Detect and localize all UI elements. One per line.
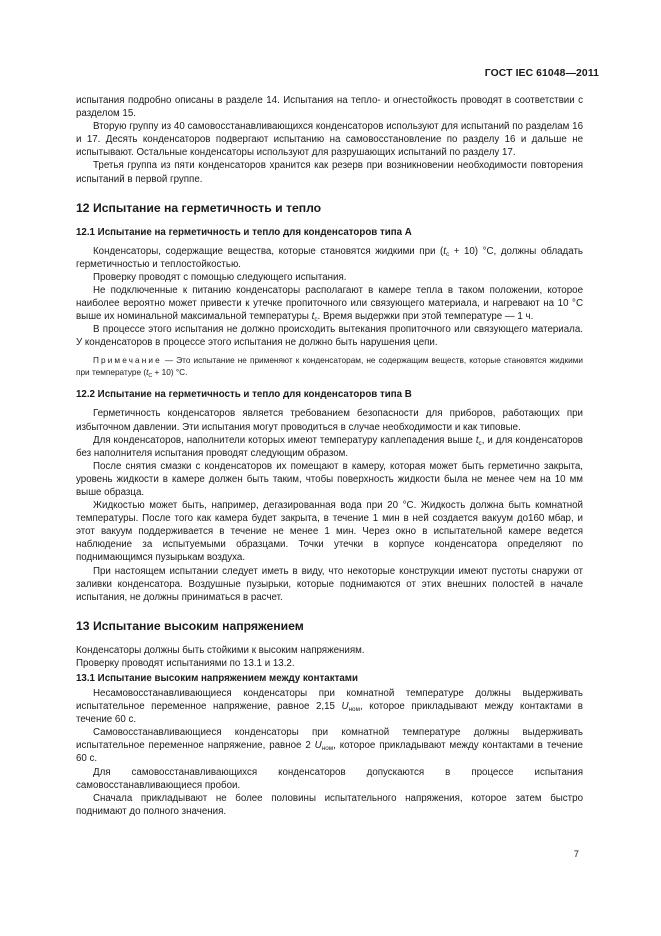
paragraph: испытания подробно описаны в разделе 14. Испытания на тепло- и огнестойкость проводят в соответствии с разделом 15.	[76, 95, 583, 120]
section-heading-13: 13 Испытание высоким напряжением	[76, 618, 304, 633]
paragraph: Несамовосстанавливающиеся конденсаторы при комнатной температуре должны выдерживать испытательное переменное напряжение, равное 2,15 $U_{ном}$, которое прикладывают между контактами в течение 60 с.	[76, 688, 583, 726]
note-label: Примечание	[93, 356, 162, 366]
paragraph: Для конденсаторов, наполнители которых имеют температуру каплепадения выше $t_c$, и для конденсаторов без наполнителя испытания проводят следующим образом.	[76, 434, 583, 459]
paragraph: Конденсаторы должны быть стойкими к высоким напряжениям.	[76, 644, 365, 656]
subsection-heading-12-2: 12.2 Испытание на герметичность и тепло для конденсаторов типа В	[76, 389, 412, 401]
paragraph: В процессе этого испытания не должно происходить вытекания пропиточного или связующего материала. У конденсаторов в процессе этого испытания не должно быть нарушения цепи.	[76, 324, 583, 349]
subsection-heading-13-1: 13.1 Испытание высоким напряжением между контактами	[76, 673, 358, 684]
section-heading-12: 12 Испытание на герметичность и тепло	[76, 200, 322, 215]
paragraph: Самовосстанавливающиеся конденсаторы при комнатной температуре должны выдерживать испытательное переменное напряжение, равное 2 $U_{ном}$, которое прикладывают между контактами в течение 60 с.	[76, 727, 583, 765]
paragraph: После снятия смазки с конденсаторов их помещают в камеру, которая может быть герметично закрыта, уровень жидкости в камере должен быть таким, чтобы поверхность жидкости была не менее чем на 10 мм выше образца.	[76, 460, 583, 498]
subsection-heading-12-1: 12.1 Испытание на герметичность и тепло для конденсаторов типа А	[76, 226, 412, 238]
paragraph: Не подключенные к питанию конденсаторы располагают в камере тепла в таком положении, которое наиболее вероятно может привести к утечке пропиточного или связующего материала, и нагревают на 10 °С выше их номинальной максимальной температуры $t_c$. Время выдержки при этой температуре — 1 ч.	[76, 284, 583, 324]
paragraph: Герметичность конденсаторов является требованием безопасности для приборов, работающих при избыточном давлении. Эти испытания могут проводиться в случае необходимости и как типовые.	[76, 408, 583, 433]
paragraph: Для самовосстанавливающихся конденсаторов допускаются в процессе испытания самовосстанавливающиеся пробои.	[76, 766, 583, 791]
note: Примечание — Это испытание не применяют к конденсаторам, не содержащим веществ, которые становятся жидкими при температуре $(t_C + 10)$ °С.	[76, 356, 583, 380]
paragraph: Третья группа из пяти конденсаторов хранится как резерв при возникновении необходимости повторения испытаний в первой группе.	[76, 160, 583, 185]
paragraph: Вторую группу из 40 самовосстанавливающихся конденсаторов используют для испытаний по разделам 16 и 17. Десять конденсаторов подвергают испытанию на самовосстановление по разделу 16 и дальше не испытывают. Остальные конденсаторы используют для разрушающих испытаний по разделу 17.	[76, 121, 583, 159]
paragraph: Конденсаторы, содержащие вещества, которые становятся жидкими при $(t_c + 10)$ °С, должны обладать герметичностью и теплостойкостью.	[76, 245, 583, 270]
document-header: ГОСТ IEC 61048—2011	[484, 68, 599, 79]
paragraph: Жидкостью может быть, например, дегазированная вода при 20 °С. Жидкость должна быть комнатной температуры. После того как камера будет закрыта, в течение 1 мин в ней создается вакуум до160 мбар, и этот вакуум поддерживается в течение не менее 1 мин. Через окно в испытательной камере ведется наблюдение за испытуемыми образцами. Точки утечки в корпусе конденсатора определяют по поднимающимся пузырькам воздуха.	[76, 500, 583, 564]
paragraph: Проверку проводят испытаниями по 13.1 и 13.2.	[76, 657, 295, 669]
paragraph: При настоящем испытании следует иметь в виду, что некоторые конструкции имеют пустоты снаружи от заливки конденсатора. Воздушные пузырьки, которые поднимаются от этих внешних полостей в начале испытания, не должны приниматься в расчет.	[76, 565, 583, 603]
paragraph: Проверку проводят с помощью следующего испытания.	[93, 271, 347, 283]
paragraph: Сначала прикладывают не более половины испытательного напряжения, которое затем быстро поднимают до полного значения.	[76, 792, 583, 817]
page-number: 7	[573, 848, 579, 859]
document-body	[76, 94, 583, 818]
